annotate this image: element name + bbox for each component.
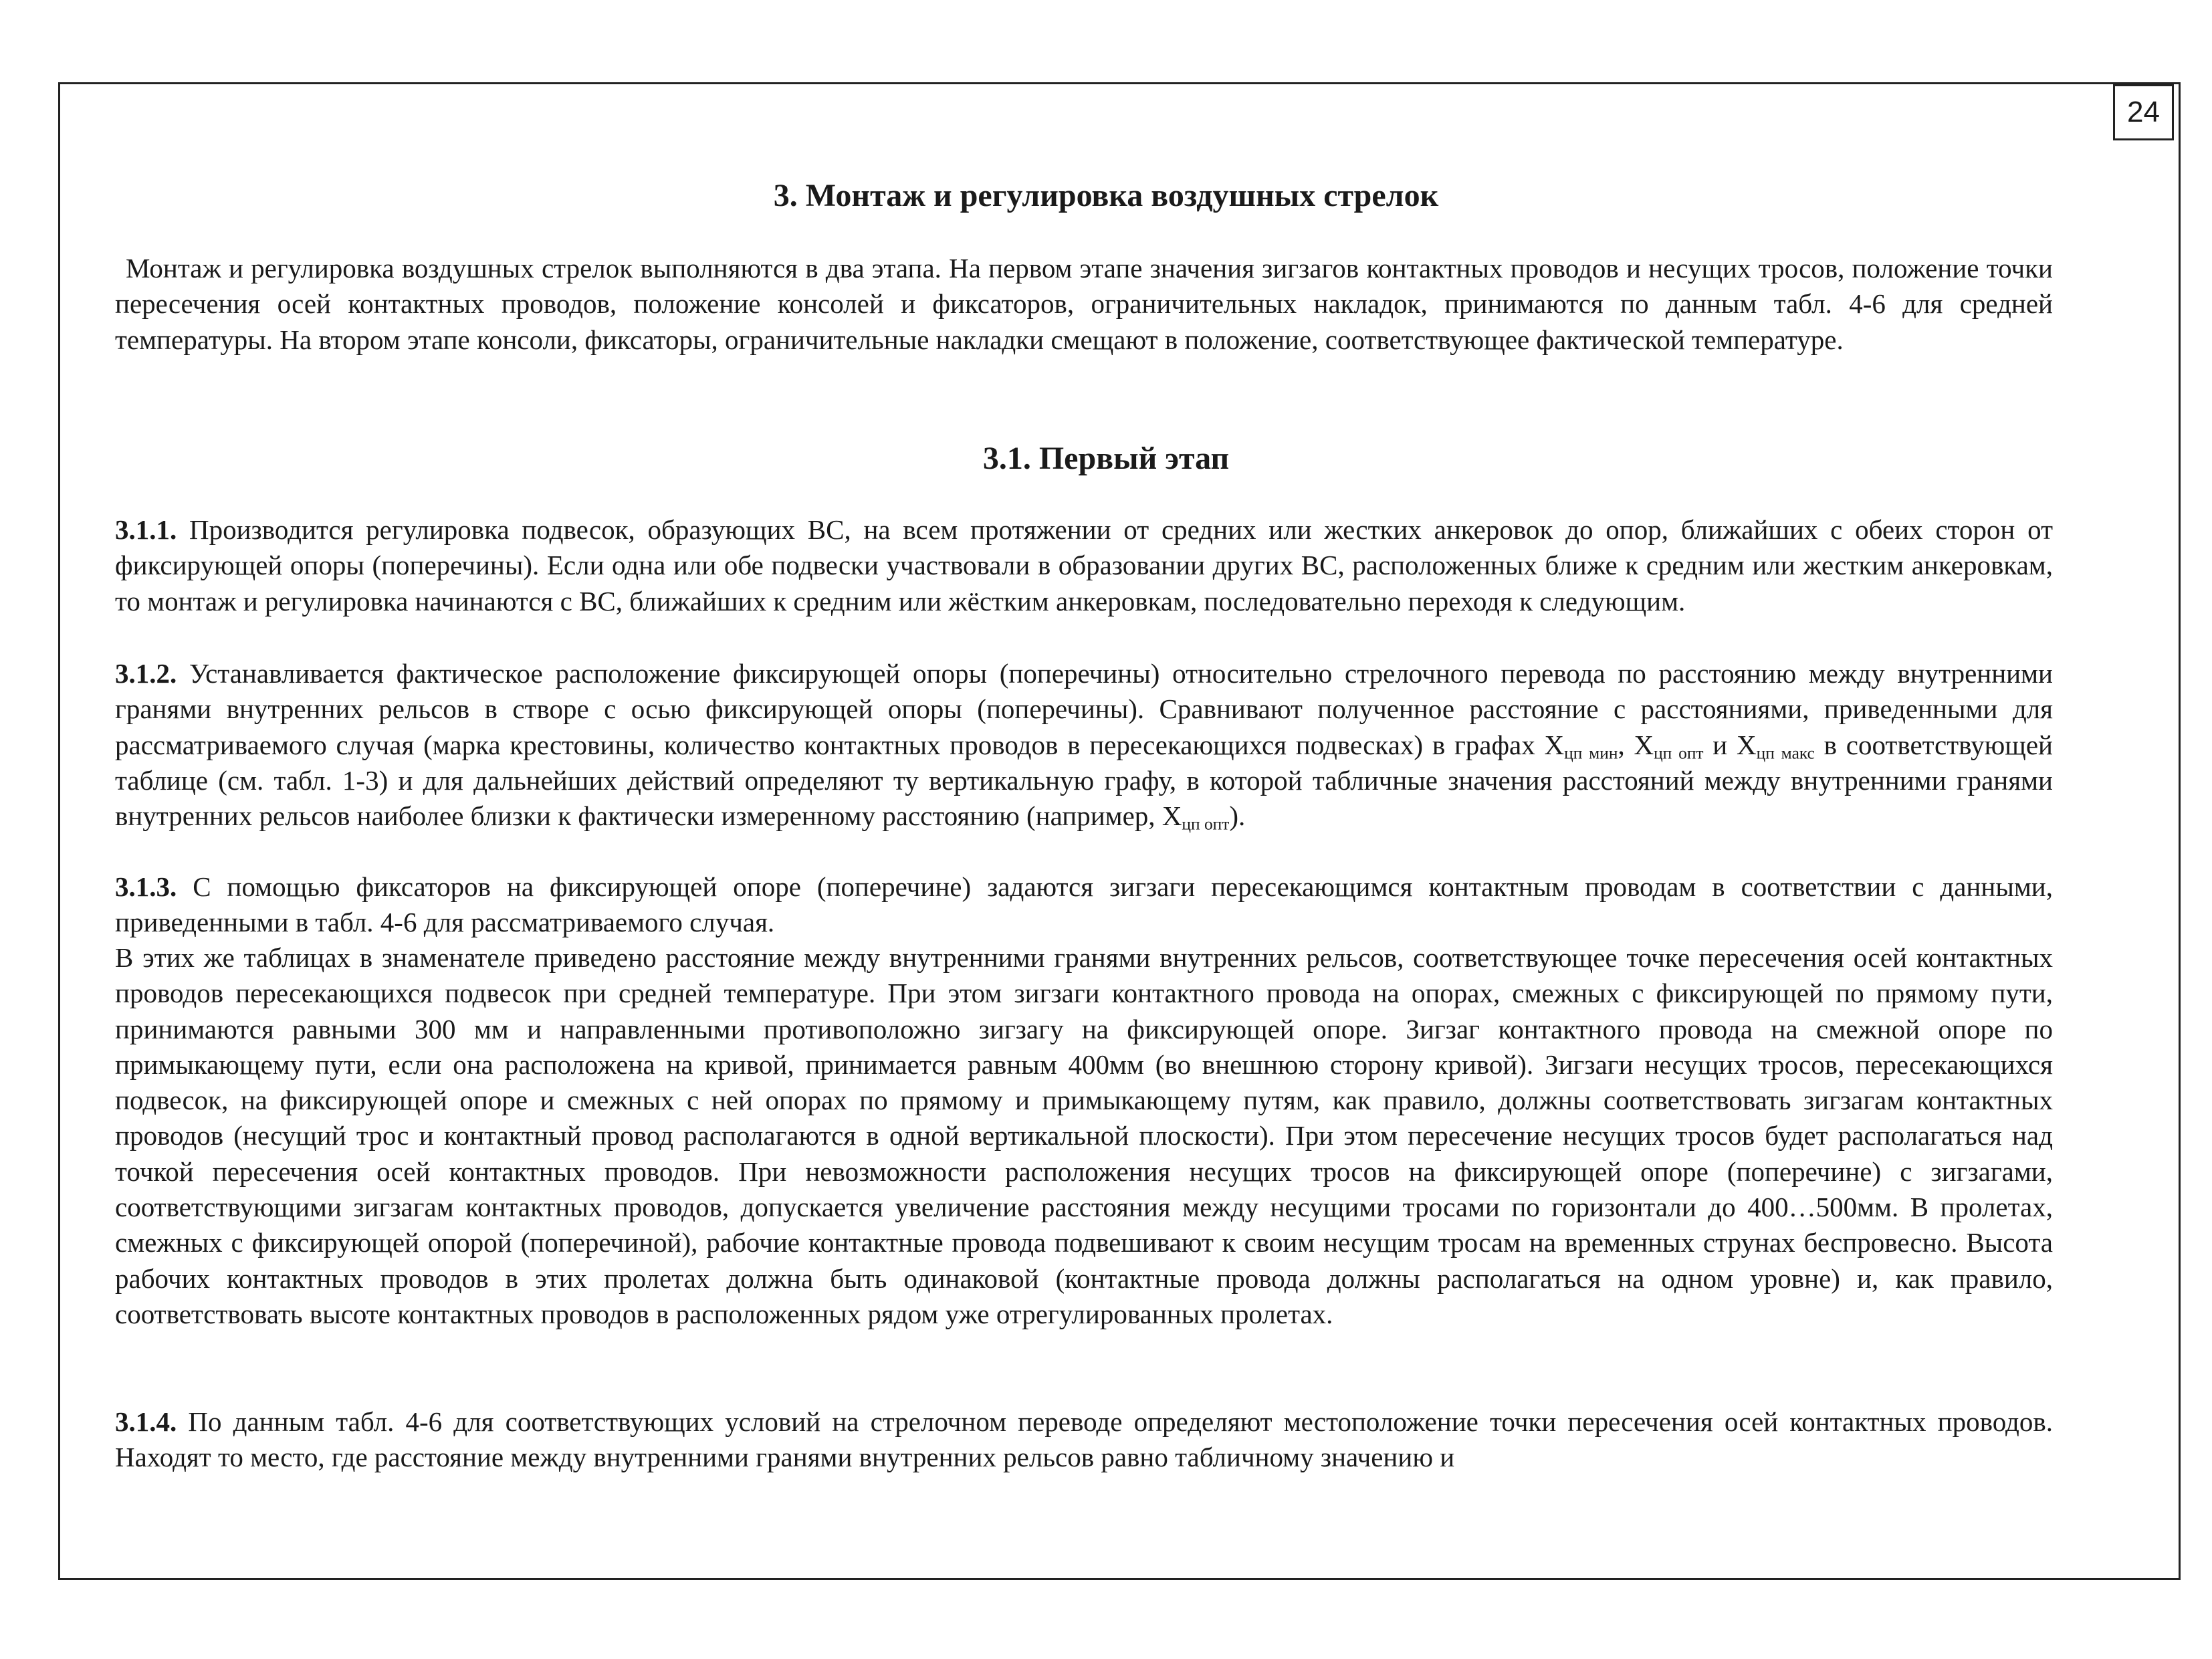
paragraph-number: 3.1.1. bbox=[115, 514, 177, 545]
paragraph-text: Производится регулировка подвесок, образующих ВС, на всем протяжении от средних или жестких анкеровок до опор, ближайших с обеих сторон от фиксирующей опоры (поперечины). Если одна или обе подвески участвовали в образовании других ВС, расположенных ближе к средним или жестким анкеровкам, то монтаж и регулировка начинаются с ВС, ближайших к средним или жёстким анкеровкам, последовательно переходя к следующим. bbox=[115, 514, 2053, 617]
paragraph-text: Устанавливается фактическое расположение фиксирующей опоры (поперечины) относительно стрелочного перевода по расстоянию между внутренними гранями внутренних рельсов в створе с осью фиксирующей опоры (поперечины). Сравнивают полученное расстояние с расстояниями, приведенными для рассматриваемого случая (марка крестовины, количество контактных проводов в пересекающихся подвесках) в графах bbox=[115, 658, 2053, 760]
variable-x: X bbox=[1634, 729, 1654, 760]
paragraph-text: и bbox=[1703, 729, 1737, 760]
page-number: 24 bbox=[2113, 84, 2174, 140]
subscript-min: цп мин bbox=[1564, 743, 1618, 762]
paragraph-text: По данным табл. 4-6 для соответствующих условий на стрелочном переводе определяют местоположение точки пересечения осей контактных проводов. Находят то место, где расстояние между внутренними гранями внутренних рельсов равно табличному значению и bbox=[115, 1406, 2053, 1473]
paragraph-text: ). bbox=[1229, 800, 1246, 832]
paragraph-number: 3.1.4. bbox=[115, 1406, 177, 1437]
paragraph-text: С помощью фиксаторов на фиксирующей опоре (поперечине) задаются зигзаги пересекающимся контактным проводам в соответствии с данными, приведенными в табл. 4-6 для рассматриваемого случая. bbox=[115, 871, 2053, 938]
subscript-opt: цп опт bbox=[1654, 743, 1704, 762]
paragraph-tables-explanation: В этих же таблицах в знаменателе приведено расстояние между внутренними гранями внутренних рельсов, соответствующее точке пересечения осей контактных проводов пересекающихся подвесок при средней температуре. При этом зигзаги контактного провода на опорах, смежных с фиксирующей по прямому пути, принимаются равными 300 мм и направленными противоположно зигзагу на фиксирующей опоре. Зигзаг контактного провода на смежной опоре по примыкающему пути, если она расположена на кривой, принимается равным 400мм (во внешнюю сторону кривой). Зигзаги несущих тросов, пересекающихся подвесок, на фиксирующей опоре и смежных с ней опорах по прямому и примыкающему путям, как правило, должны соответствовать зигзагам контактных проводов (несущий трос и контактный провод располагаются в одной вертикальной плоскости). При этом пересечение несущих тросов будет располагаться над точкой пересечения осей контактных проводов. При невозможности расположения несущих тросов на фиксирующей опоре (поперечине) с зигзагами, соответствующими зигзагам контактных проводов, допускается увеличение расстояния между несущими тросами по горизонтали до 400…500мм. В пролетах, смежных с фиксирующей опорой (поперечиной), рабочие контактные провода подвешивают к своим несущим тросам на временных струнах беспровесно. Высота рабочих контактных проводов в этих пролетах должна быть одинаковой (контактные провода должны располагаться на одном уровне) и, как правило, соответствовать высоте контактных проводов в расположенных рядом уже отрегулированных пролетах. bbox=[115, 942, 2053, 1329]
paragraph-3-1-1 bbox=[115, 512, 2053, 619]
variable-x: X bbox=[1162, 800, 1182, 832]
paragraph-number: 3.1.2. bbox=[115, 658, 177, 689]
intro-paragraph: Монтаж и регулировка воздушных стрелок выполняются в два этапа. На первом этапе значения зигзагов контактных проводов и несущих тросов, положение точки пересечения осей контактных проводов, положение консолей и фиксаторов, ограничительных накладок, принимаются по данным табл. 4-6 для средней температуры. На втором этапе консоли, фиксаторы, ограничительные накладки смещают в положение, соответствующее фактической температуре. bbox=[115, 253, 2053, 355]
variable-x: X bbox=[1544, 729, 1565, 760]
chapter-title: 3. Монтаж и регулировка воздушных стрелок bbox=[773, 178, 1439, 213]
paragraph-text: , bbox=[1618, 729, 1634, 760]
paragraph-3-1-2 bbox=[115, 656, 2053, 834]
subscript-example: цп опт bbox=[1182, 814, 1230, 834]
paragraph-3-1-3 bbox=[115, 869, 2053, 941]
paragraph-text: в соответствующей таблице (см. табл. 1-3) и для дальнейших действий определяют ту вертикальную графу, в которой табличные значения расстояний между внутренними гранями внутренних рельсов наиболее близки к фактически измеренному расстоянию (например, bbox=[115, 729, 2053, 832]
section-title: 3.1. Первый этап bbox=[982, 441, 1230, 476]
variable-x: X bbox=[1737, 729, 1757, 760]
paragraph-number: 3.1.3. bbox=[115, 871, 177, 902]
subscript-max: цп макс bbox=[1756, 743, 1815, 762]
paragraph-3-1-4 bbox=[115, 1404, 2053, 1476]
